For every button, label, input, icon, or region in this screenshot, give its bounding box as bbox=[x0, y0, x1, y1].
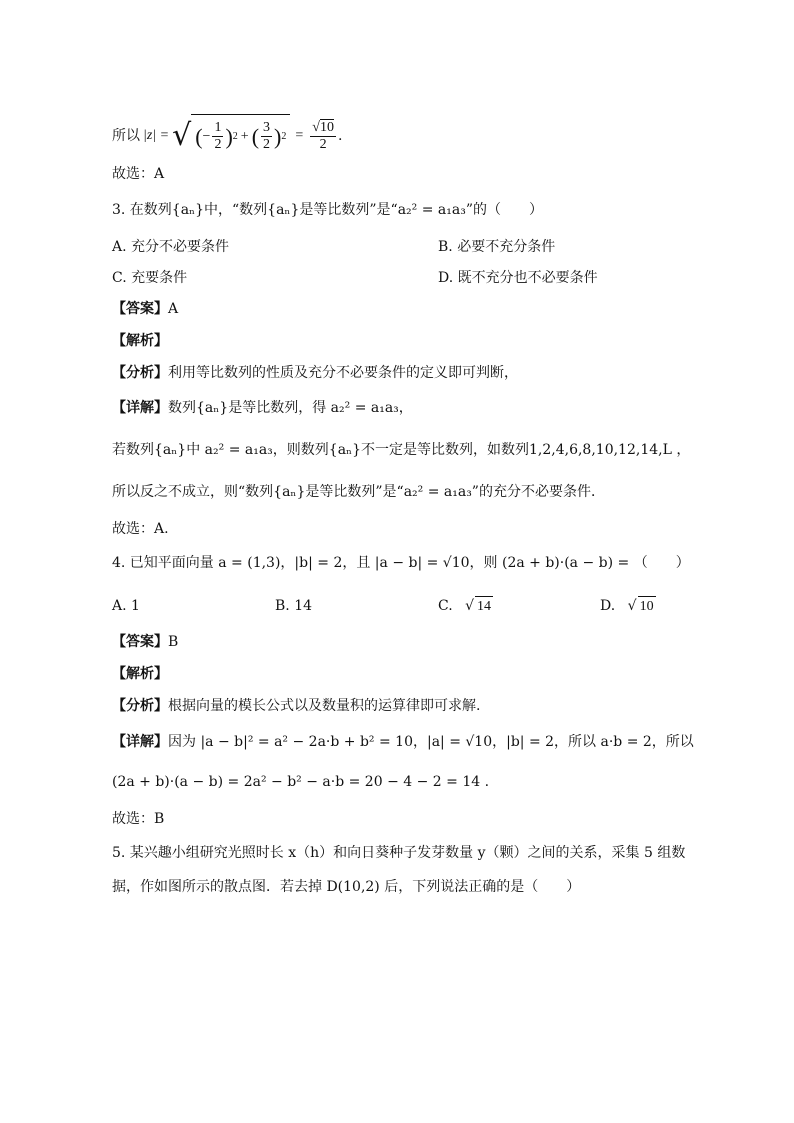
answer-value: A bbox=[168, 301, 179, 317]
fraction-half: $\frac{1}{2}$ bbox=[214, 120, 222, 152]
q4-detail-2: (2a + b)·(a − b) = 2a² − b² − a·b = 20 − 4 − 2 = 14 . bbox=[112, 774, 490, 790]
q3-analysis-tag: 【解析】 bbox=[112, 333, 168, 349]
q3-option-a: A. 充分不必要条件 bbox=[112, 239, 230, 255]
radical-sign: √ bbox=[172, 118, 192, 153]
q3-option-d: D. 既不充分也不必要条件 bbox=[438, 270, 598, 286]
q4-option-c: C. √ 14 bbox=[438, 596, 493, 617]
prev-answer: 故选：A bbox=[112, 166, 165, 182]
radicand: ( − $\frac{1}{2}$ ) 2 + ( $\frac{3}{2}$ ) 2 bbox=[191, 114, 290, 159]
q4-option-a: A. 1 bbox=[112, 598, 140, 614]
q4-option-d: D. √ 10 bbox=[600, 596, 656, 617]
q5-line-1: 5. 某兴趣小组研究光照时长 x（h）和向日葵种子发芽数量 y（颗）之间的关系，采集 5 组数 bbox=[112, 845, 686, 861]
modulus-expr: |z| = bbox=[143, 128, 170, 143]
q3-fenxi: 【分析】利用等比数列的性质及充分不必要条件的定义即可判断， bbox=[112, 365, 518, 381]
q4-detail-1: 【详解】因为 |a − b|² = a² − 2a·b + b² = 10，|a| = √10，|b| = 2，所以 a·b = 2，所以 bbox=[112, 734, 694, 750]
q3-detail-3: 所以反之不成立，则“数列{aₙ}是等比数列”是“a₂² = a₁a₃”的充分不必要条件． bbox=[112, 484, 605, 500]
q3-option-b: B. 必要不充分条件 bbox=[438, 239, 556, 255]
modulus-prefix: 所以 bbox=[112, 128, 140, 144]
fraction-three-halves: $\frac{3}{2}$ bbox=[263, 120, 271, 152]
q3-stem: 3. 在数列{aₙ}中，“数列{aₙ}是等比数列”是“a₂² = a₁a₃”的（ ） bbox=[112, 202, 543, 218]
q3-answer bbox=[112, 299, 178, 319]
answer-tag: 【答案】 bbox=[112, 301, 168, 317]
q4-answer: 【答案】B bbox=[112, 634, 179, 650]
q4-option-b: B. 14 bbox=[275, 598, 313, 614]
q4-analysis-tag: 【解析】 bbox=[112, 666, 168, 682]
q3-choose: 故选：A. bbox=[112, 521, 169, 537]
q5-line-2: 据，作如图所示的散点图．若去掉 D(10,2) 后，下列说法正确的是（ ） bbox=[112, 879, 581, 895]
q4-fenxi: 【分析】根据向量的模长公式以及数量积的运算律即可求解. bbox=[112, 698, 481, 714]
q4-stem: 4. 已知平面向量 a = (1,3)，|b| = 2，且 |a − b| = √10，则 (2a + b)·(a − b) = （ ） bbox=[112, 555, 690, 571]
q3-detail-2: 若数列{aₙ}中 a₂² = a₁a₃，则数列{aₙ}不一定是等比数列，如数列1,2,4,6,8,10,12,14,L ， bbox=[112, 442, 691, 458]
q3-detail-1: 【详解】数列{aₙ}是等比数列，得 a₂² = a₁a₃， bbox=[112, 400, 413, 416]
fraction-result: $\frac{√10}{2}$ bbox=[312, 119, 334, 152]
modulus-line: 所以 |z| = √ ( − $\frac{1}{2}$ ) 2 + ( $\frac{3}{2}$ ) 2 = $\frac{√10}{2}$ . bbox=[112, 112, 342, 160]
q3-option-c: C. 充要条件 bbox=[112, 270, 188, 286]
q4-choose: 故选：B bbox=[112, 811, 165, 827]
